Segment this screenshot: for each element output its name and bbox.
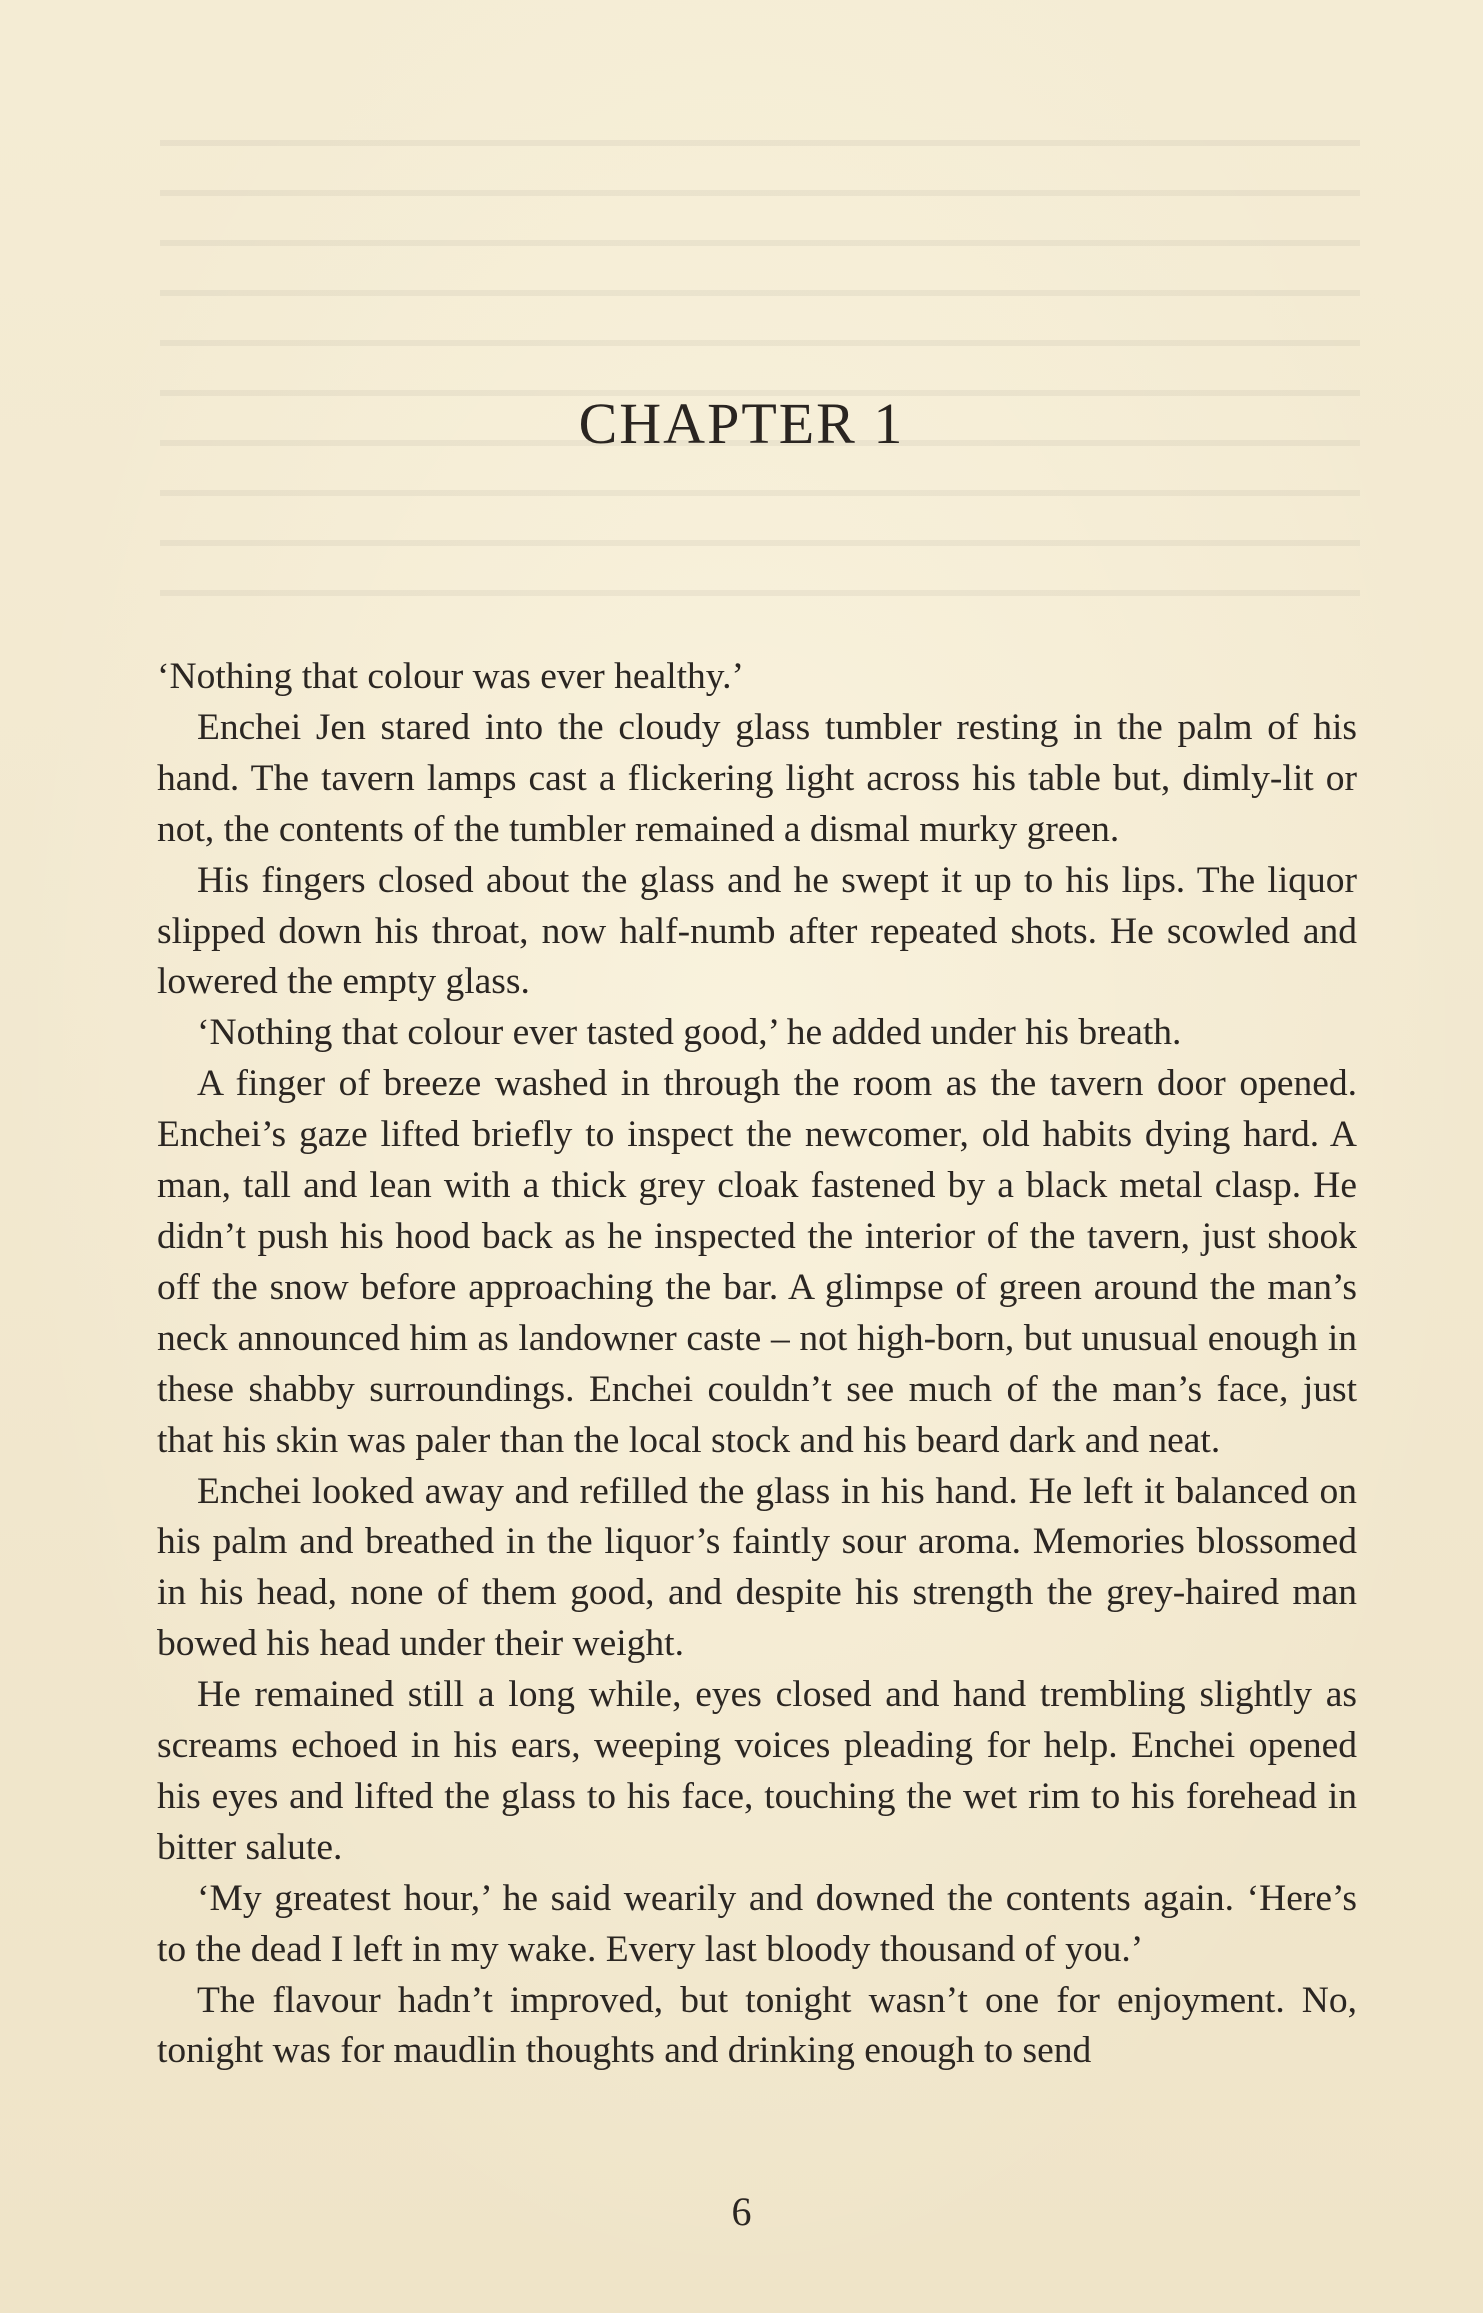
- paragraph: Enchei looked away and refilled the glass in his hand. He left it balanced on his palm and breathed in the liquor’s faintly sour aroma. Memories blossomed in his head, none of them good, and despite his strength the grey-haired man bowed his head under their weight.: [157, 1470, 1357, 1665]
- paragraph: ‘Nothing that colour was ever healthy.’: [157, 656, 744, 697]
- page-number: 6: [731, 2189, 752, 2234]
- paragraph: A finger of breeze washed in through the room as the tavern door opened. Enchei’s gaze lifted briefly to inspect the newcomer, old habits dying hard. A man, tall and lean with a thick grey cloak fastened by a black metal clasp. He didn’t push his hood back as he inspected the interior of the tavern, just shook off the snow before approaching the bar. A glimpse of green around the man’s neck announced him as landowner caste – not high-born, but unusual enough in these shabby surroundings. Enchei couldn’t see much of the man’s face, just that his skin was paler than the local stock and his beard dark and neat.: [157, 1063, 1357, 1461]
- paragraph: His fingers closed about the glass and he swept it up to his lips. The liquor slipped down his throat, now half-numb after repeated shots. He scowled and lowered the empty glass.: [157, 859, 1357, 1003]
- chapter-title: CHAPTER 1: [578, 391, 905, 456]
- body-text: [157, 652, 1357, 2077]
- paragraph: ‘Nothing that colour ever tasted good,’ he added under his breath.: [197, 1012, 1182, 1054]
- paragraph: Enchei Jen stared into the cloudy glass tumbler resting in the palm of his hand. The tavern lamps cast a flickering light across his table but, dimly-lit or not, the contents of the tumbler remained a dismal murky green.: [157, 706, 1357, 850]
- paragraph: He remained still a long while, eyes closed and hand trembling slightly as screams echoed in his ears, weeping voices pleading for help. Enchei opened his eyes and lifted the glass to his face, touching the wet rim to his forehead in bitter salute.: [157, 1674, 1357, 1868]
- paragraph: ‘My greatest hour,’ he said wearily and downed the contents again. ‘Here’s to the dead I left in my wake. Every last bloody thousand of you.’: [157, 1877, 1357, 1970]
- paragraph: The flavour hadn’t improved, but tonight wasn’t one for enjoyment. No, tonight was for maudlin thoughts and drinking enough to send: [157, 1979, 1357, 2072]
